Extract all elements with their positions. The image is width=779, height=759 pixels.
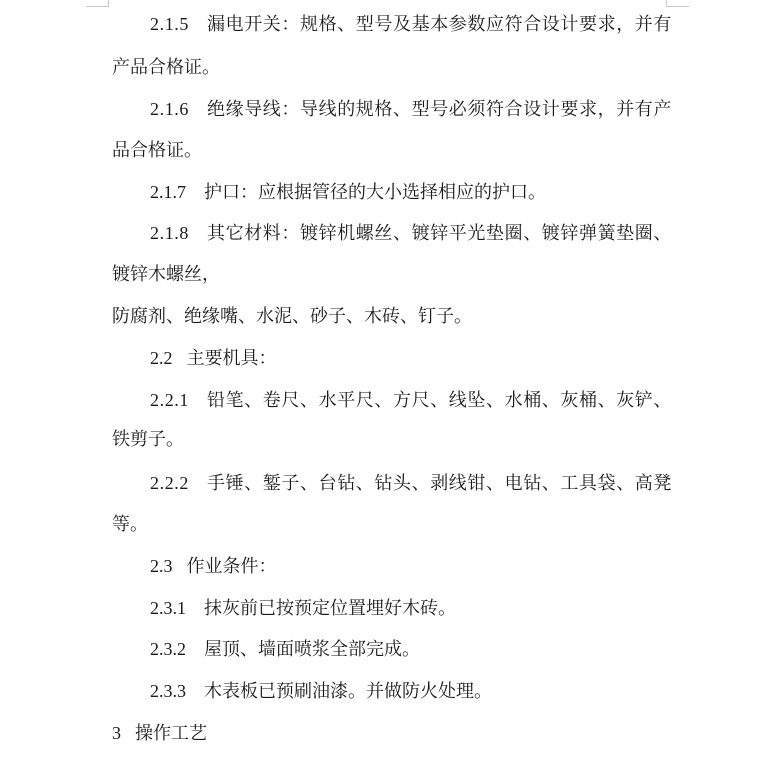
paragraph-2-1-5-continuation [112, 56, 220, 80]
section-number: 2.2 [150, 348, 173, 368]
paragraph-text: 漏电开关：规格、型号及基本参数应符合设计要求，并有 [207, 14, 672, 35]
paragraph-2-1-6-continuation [112, 139, 202, 163]
paragraph-text: 木表板已预刷油漆。并做防火处理。 [204, 681, 492, 702]
paragraph-2-3-1 [150, 596, 456, 620]
paragraph-2-1-5 [150, 12, 672, 36]
section-number: 2.3.2 [150, 639, 186, 659]
paragraph-2-3-3 [150, 679, 492, 703]
paragraph-text: 铁剪子。 [112, 429, 184, 450]
heading-2-3 [150, 554, 277, 578]
heading-text: 作业条件： [186, 556, 277, 577]
heading-text: 主要机具： [186, 348, 277, 369]
paragraph-text: 品合格证。 [112, 140, 202, 161]
paragraph-text: 抹灰前已按预定位置埋好木砖。 [204, 598, 456, 619]
paragraph-text: 绝缘导线：导线的规格、型号必须符合设计要求，并有产 [207, 99, 672, 120]
section-number: 2.3 [150, 556, 173, 576]
section-number: 2.3.3 [150, 681, 186, 701]
paragraph-text: 护口：应根据管径的大小选择相应的护口。 [204, 182, 546, 203]
paragraph-text: 等。 [112, 514, 148, 535]
paragraph-text: 产品合格证。 [112, 57, 220, 78]
paragraph-text: 铅笔、卷尺、水平尺、方尺、线坠、水桶、灰桶、灰铲、 [207, 390, 672, 411]
paragraph-2-1-7 [150, 180, 546, 204]
heading-2-2 [150, 346, 277, 370]
page-corner-mark-left [86, 0, 109, 7]
paragraph-text: 手锤、錾子、台钻、钻头、剥线钳、电钻、工具袋、高凳 [207, 473, 672, 494]
paragraph-2-1-6 [150, 97, 672, 121]
paragraph-text: 屋顶、墙面喷浆全部完成。 [204, 639, 420, 660]
page-corner-mark-right [666, 0, 689, 7]
section-number: 2.1.6 [150, 99, 189, 119]
section-number: 3 [112, 723, 121, 743]
paragraph-2-2-1-continuation [112, 428, 184, 452]
section-number: 2.3.1 [150, 598, 186, 618]
paragraph-text: 其它材料：镀锌机螺丝、镀锌平光垫圈、镀锌弹簧垫圈、 [207, 223, 672, 244]
section-number: 2.1.7 [150, 182, 186, 202]
paragraph-2-1-8-continuation [112, 263, 220, 287]
section-number: 2.2.2 [150, 473, 189, 493]
heading-text: 操作工艺 [135, 723, 207, 744]
heading-3 [112, 721, 207, 745]
paragraph-materials-list [112, 305, 472, 329]
paragraph-text: 镀锌木螺丝， [112, 264, 220, 285]
section-number: 2.1.5 [150, 14, 189, 34]
paragraph-2-1-8 [150, 221, 672, 245]
paragraph-2-2-1 [150, 388, 672, 412]
paragraph-2-2-2-continuation [112, 513, 148, 537]
section-number: 2.1.8 [150, 223, 189, 243]
section-number: 2.2.1 [150, 390, 189, 410]
paragraph-2-3-2 [150, 637, 420, 661]
paragraph-2-2-2 [150, 471, 672, 495]
paragraph-text: 防腐剂、绝缘嘴、水泥、砂子、木砖、钉子。 [112, 306, 472, 327]
